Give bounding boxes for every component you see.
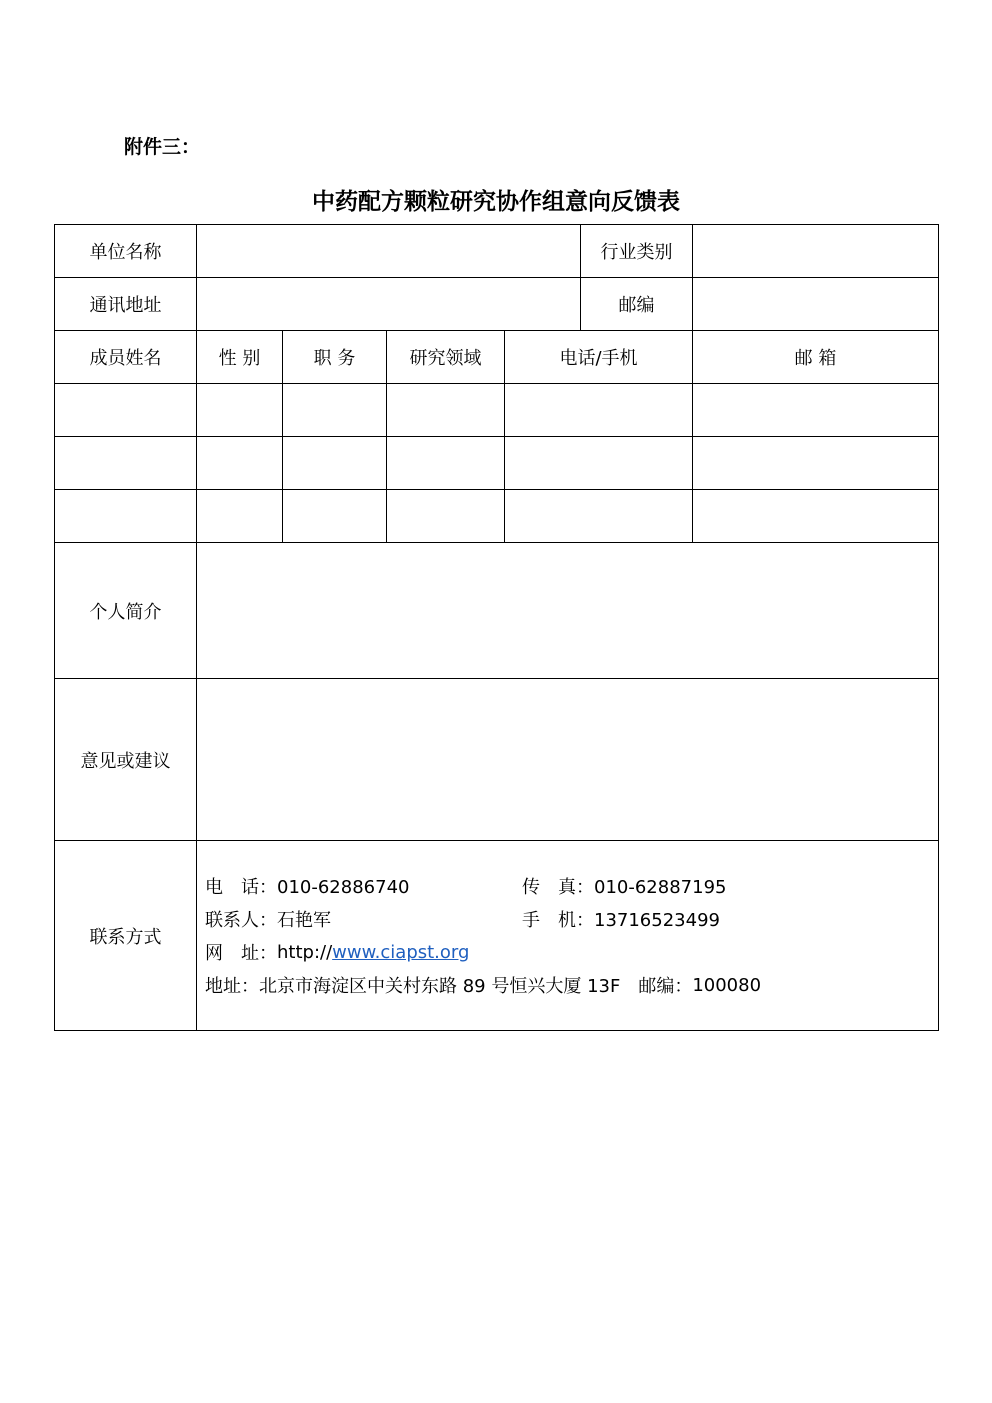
gender-cell[interactable] bbox=[197, 437, 283, 490]
phone-cell[interactable] bbox=[505, 437, 693, 490]
gender-cell[interactable] bbox=[197, 384, 283, 437]
industry-label: 行业类别 bbox=[581, 225, 693, 278]
phone-cell[interactable] bbox=[505, 384, 693, 437]
address-label: 通讯地址 bbox=[55, 278, 197, 331]
member-row bbox=[55, 490, 939, 543]
email-cell[interactable] bbox=[693, 437, 939, 490]
intro-label: 个人简介 bbox=[55, 543, 197, 679]
fax-group bbox=[522, 873, 726, 899]
website-label: 网 址： bbox=[205, 943, 277, 964]
industry-field[interactable] bbox=[693, 225, 939, 278]
contact-line-person bbox=[205, 903, 938, 936]
intro-field[interactable] bbox=[197, 543, 939, 679]
mobile-label: 手 机： bbox=[522, 910, 594, 931]
position-cell[interactable] bbox=[283, 384, 387, 437]
person-label: 联系人： bbox=[205, 910, 277, 931]
phone-label: 电 话： bbox=[205, 877, 277, 898]
contact-label: 联系方式 bbox=[55, 841, 197, 1031]
email-header: 邮 箱 bbox=[693, 331, 939, 384]
suggestion-field[interactable] bbox=[197, 679, 939, 841]
mobile-value: 13716523499 bbox=[594, 910, 720, 931]
email-cell[interactable] bbox=[693, 490, 939, 543]
contact-postcode-value: 100080 bbox=[692, 974, 762, 996]
contact-line-address bbox=[205, 969, 938, 1002]
research-field-cell[interactable] bbox=[387, 384, 505, 437]
member-name-cell[interactable] bbox=[55, 490, 197, 543]
suggestion-row bbox=[55, 679, 939, 841]
member-row bbox=[55, 437, 939, 490]
page-title: 中药配方颗粒研究协作组意向反馈表 bbox=[312, 189, 680, 215]
member-name-header: 成员姓名 bbox=[55, 331, 197, 384]
unit-row bbox=[55, 225, 939, 278]
gender-header: 性 别 bbox=[197, 331, 283, 384]
phone-value: 010-62886740 bbox=[277, 877, 410, 898]
position-cell[interactable] bbox=[283, 490, 387, 543]
contact-line-website bbox=[205, 936, 938, 969]
gender-cell[interactable] bbox=[197, 490, 283, 543]
position-cell[interactable] bbox=[283, 437, 387, 490]
research-field-cell[interactable] bbox=[387, 437, 505, 490]
research-field-header: 研究领域 bbox=[387, 331, 505, 384]
postcode-label: 邮编 bbox=[581, 278, 693, 331]
fax-value: 010-62887195 bbox=[594, 877, 727, 898]
person-group bbox=[205, 906, 522, 932]
suggestion-label: 意见或建议 bbox=[55, 679, 197, 841]
fax-label: 传 真： bbox=[522, 877, 594, 898]
contact-line-phone bbox=[205, 870, 938, 903]
position-header: 职 务 bbox=[283, 331, 387, 384]
person-value: 石艳军 bbox=[277, 910, 331, 931]
phone-group bbox=[205, 873, 522, 899]
member-name-cell[interactable] bbox=[55, 437, 197, 490]
address-label: 地址： bbox=[205, 976, 259, 997]
email-cell[interactable] bbox=[693, 384, 939, 437]
website-prefix: http:// bbox=[277, 941, 333, 963]
unit-name-field[interactable] bbox=[197, 225, 581, 278]
postcode-field[interactable] bbox=[693, 278, 939, 331]
phone-header: 电话/手机 bbox=[505, 331, 693, 384]
research-field-cell[interactable] bbox=[387, 490, 505, 543]
phone-cell[interactable] bbox=[505, 490, 693, 543]
website-link[interactable]: www.ciapst.org bbox=[332, 941, 470, 963]
mobile-group bbox=[522, 906, 720, 932]
member-header-row bbox=[55, 331, 939, 384]
feedback-form-table bbox=[54, 224, 939, 1031]
member-row bbox=[55, 384, 939, 437]
intro-row bbox=[55, 543, 939, 679]
address-value: 北京市海淀区中关村东路 89 号恒兴大厦 13F bbox=[259, 976, 621, 997]
attachment-label: 附件三： bbox=[124, 136, 201, 158]
contact-row bbox=[55, 841, 939, 1031]
member-name-cell[interactable] bbox=[55, 384, 197, 437]
contact-postcode-label: 邮编： bbox=[620, 976, 693, 997]
unit-name-label: 单位名称 bbox=[55, 225, 197, 278]
address-field[interactable] bbox=[197, 278, 581, 331]
address-row bbox=[55, 278, 939, 331]
contact-info bbox=[197, 841, 939, 1031]
